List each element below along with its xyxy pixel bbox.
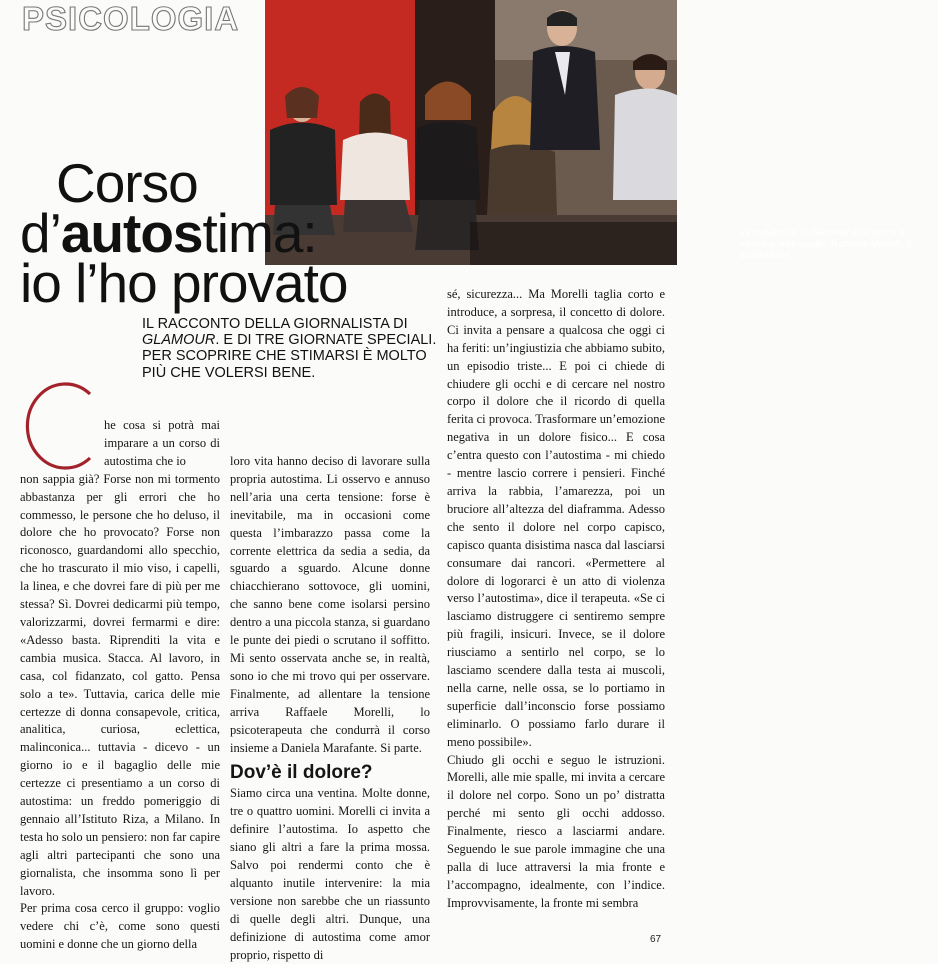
section-title: PSICOLOGIA	[22, 0, 240, 37]
lead-paragraph-start: he cosa si potrà mai imparare a un corso di autostima che io	[104, 418, 220, 468]
body-column-1	[20, 417, 220, 954]
article-title	[20, 152, 348, 314]
body-column-2	[230, 453, 430, 964]
title-line-3: io l’ho provato	[20, 252, 348, 314]
body-paragraph: sé, sicurezza... Ma Morelli taglia corto e introduce, a sorpresa, il concetto di dolore. Ci invita a pensare a qualcosa che oggi ci ha feriti: un’ingiustizia che abbiamo subito, un episodio triste... E poi ci chiede di chiudere gli occhi e di cercare nel nostro corpo il dolore che il ricordo di quella ferita ci provoca. Trasformare un’emozione negativa in un dolore fisico... E cosa c’entra questo con l’autostima - mi chiedo - mentre lascio correre i pensieri. Finché arriva la rabbia, l’amarezza, poi un bruciore all’altezza del diaframma. Adesso che sento il dolore nel corpo capisco, capisco quanta disistima nasca dal lasciarsi consumare dai rancori. «Permettere al dolore di logorarci è un atto di violenza verso l’autostima», dice il terapeuta. «Se ci lasciamo distruggere ci sentiremo sempre più fragili, insicuri. Invece, se il dolore riusciamo a sentirlo nel corpo, se lo lasciamo scendere dalla testa ai muscoli, nella carne, nelle ossa, se lo portiamo in superficie dall’inconscio forse possiamo eliminarlo. O possiamo farlo durare il meno possibile».	[447, 287, 665, 749]
article-deck: IL RACCONTO DELLA GIORNALISTA DI GLAMOUR. E DI TRE GIORNATE SPECIALI. PER SCOPRIRE CHE STIMARSI È MOLTO PIÙ CHE VOLERSI BENE.	[142, 316, 437, 381]
body-paragraph: Siamo circa una ventina. Molte donne, tre o quattro uomini. Morelli ci invita a definire l’autostima. Io aspetto che siano gli altri a fare la prima mossa. Salvo poi rendermi conto che è alquanto inutile intervenire: la mia versione non sarebbe che un riassunto di quelle degli altri. Dunque, una definizione di autostima come amor proprio, rispetto di	[230, 786, 430, 962]
lead-paragraph-continued: non sappia già? Forse non mi tormento abbastanza per gli errori che ho commesso, le persone che ho deluso, il dolore che ho provocato? Forse non riconosco, guardandomi allo specchio, che ho trascurato il mio viso, i capelli, la linea, e che dovrei fare di più per me stessa? Sì. Dovrei dedicarmi più tempo, valorizzarmi, dovrei fermarmi e dire: «Adesso basta. Riprenditi la vita e cambia musica. Stacca. Al lavoro, in casa, col fidanzato, col gatto. Pensa solo a te». Tuttavia, carica delle mie certezze di donna consapevole, critica, analitica, curiosa, eclettica, malinconica... tuttavia - dicevo - un giorno io e il bagaglio delle mie certezze ci presentiamo a un corso di autostima: un freddo pomeriggio di gennaio all’Istituto Riza, a Milano. In testa ho solo un pensiero: non far capire agli altri partecipanti che sono una giornalista, che insomma sono lì per lavoro.	[20, 471, 220, 898]
page-number: 67	[650, 934, 662, 945]
body-paragraph: Per prima cosa cerco il gruppo: voglio vedere chi c’è, come sono questi uomini e donne che un giorno della	[20, 901, 220, 952]
photo-caption: La redattrice di Glamour è la prima a sinistra. Alle spalle, Raffaele Morelli, il conduttore.	[740, 227, 912, 261]
title-line-2: d’autostima:	[20, 202, 317, 264]
body-paragraph: Chiudo gli occhi e seguo le istruzioni. Morelli, alle mie spalle, mi invita a cercare il dolore nel corpo. Sono un po’ distratta perché mi sento gli occhi addosso. Finalmente, riesco a lasciarmi andare. Seguendo le sue parole immagine che una palla di luce attraversi la mia fronte e l’accompagno, idealmente, con l’indice. Improvvisamente, la fronte mi sembra	[447, 752, 665, 910]
body-column-3	[447, 286, 665, 913]
title-line-1: Corso	[56, 152, 198, 214]
body-paragraph: loro vita hanno deciso di lavorare sulla propria autostima. Li osservo e annuso nell’aria una certa tensione: forse è inevitabile, ma in occasioni come questa l’imbarazzo passa come la corrente elettrica da sedia a sedia, da sguardo a sguardo. Alcune donne chiacchierano sottovoce, gli uomini, che sanno bene come isolarsi persino dentro a una piccola stanza, si guardano le punte dei piedi o scrutano il soffitto. Mi sento osservata anche se, in realtà, sono io che mi trovo qui per osservare. Finalmente, ad allentare la tensione arriva Raffaele Morelli, lo psicoterapeuta che condurrà il corso insieme a Daniela Marafante. Si parte.	[230, 454, 430, 755]
section-subhead: Dov’è il dolore?	[230, 762, 373, 784]
